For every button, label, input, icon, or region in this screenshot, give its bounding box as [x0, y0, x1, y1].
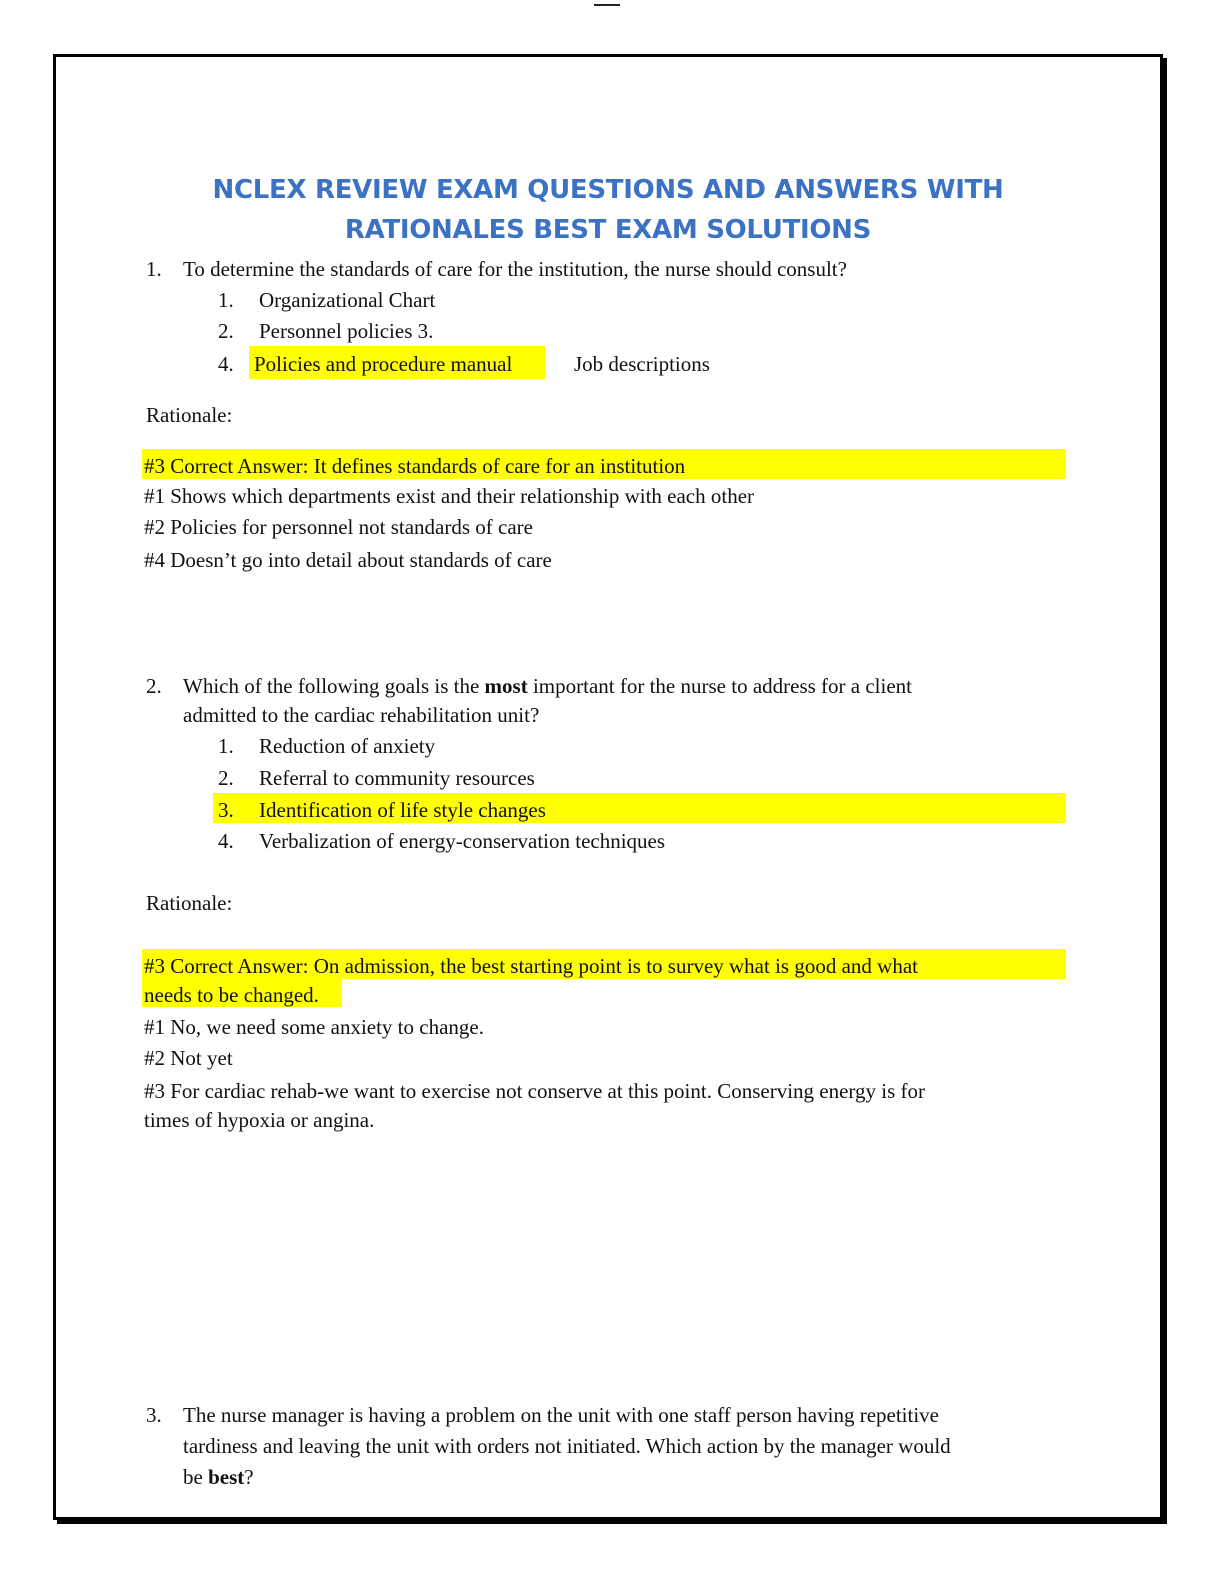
- option-number: 4.: [218, 352, 234, 376]
- option-number: 3.: [218, 798, 234, 822]
- option-number: 2.: [218, 766, 234, 790]
- document-title-line-2: RATIONALES BEST EXAM SOLUTIONS: [344, 215, 872, 245]
- option-number: 1.: [218, 288, 234, 312]
- rationale-item: times of hypoxia or angina.: [144, 1108, 375, 1132]
- question-text: The nurse manager is having a problem on the unit with one staff person having repetitive: [183, 1403, 939, 1427]
- rationale-label: Rationale:: [146, 403, 233, 427]
- rationale-item: #2 Policies for personnel not standards of care: [144, 515, 533, 539]
- option-text: Personnel policies 3.: [259, 319, 434, 343]
- correct-rationale-line-2: needs to be changed.: [144, 983, 319, 1007]
- correct-rationale: #3 Correct Answer: On admission, the best starting point is to survey what is good and what: [144, 954, 918, 978]
- correct-option-text: Identification of life style changes: [259, 798, 546, 822]
- option-text: Verbalization of energy-conservation techniques: [259, 829, 666, 853]
- page-frame: [53, 54, 1163, 1520]
- question-number: 2.: [146, 674, 162, 698]
- question-number: 1.: [146, 257, 162, 281]
- rationale-item: #3 For cardiac rehab-we want to exercise not conserve at this point. Conserving energy is for: [144, 1079, 926, 1103]
- question-text: To determine the standards of care for the institution, the nurse should consult?: [183, 257, 847, 281]
- option-text: Organizational Chart: [259, 288, 436, 312]
- rationale-item: #4 Doesn’t go into detail about standards of care: [144, 548, 552, 572]
- question-number: 3.: [146, 1403, 162, 1427]
- question-text: Which of the following goals is the most important for the nurse to address for a client: [183, 674, 912, 698]
- option-text: Reduction of anxiety: [259, 734, 436, 758]
- page-header-mark: [594, 4, 620, 6]
- document-title-line-1: NCLEX REVIEW EXAM QUESTIONS AND ANSWERS WITH: [212, 175, 1004, 205]
- rationale-item: #2 Not yet: [144, 1046, 233, 1070]
- question-text-line-3: be best?: [183, 1465, 254, 1489]
- question-text-line-2: admitted to the cardiac rehabilitation unit?: [183, 703, 540, 727]
- rationale-item: #1 No, we need some anxiety to change.: [144, 1015, 484, 1039]
- option-number: 2.: [218, 319, 234, 343]
- correct-rationale: #3 Correct Answer: It defines standards of care for an institution: [144, 454, 686, 478]
- rationale-label: Rationale:: [146, 891, 233, 915]
- correct-option-text: Policies and procedure manual: [254, 352, 513, 376]
- option-text: Job descriptions: [574, 352, 710, 376]
- question-text-line-2: tardiness and leaving the unit with orders not initiated. Which action by the manager would: [183, 1434, 951, 1458]
- option-number: 4.: [218, 829, 234, 853]
- rationale-item: #1 Shows which departments exist and their relationship with each other: [144, 484, 755, 508]
- option-number: 1.: [218, 734, 234, 758]
- option-text: Referral to community resources: [259, 766, 535, 790]
